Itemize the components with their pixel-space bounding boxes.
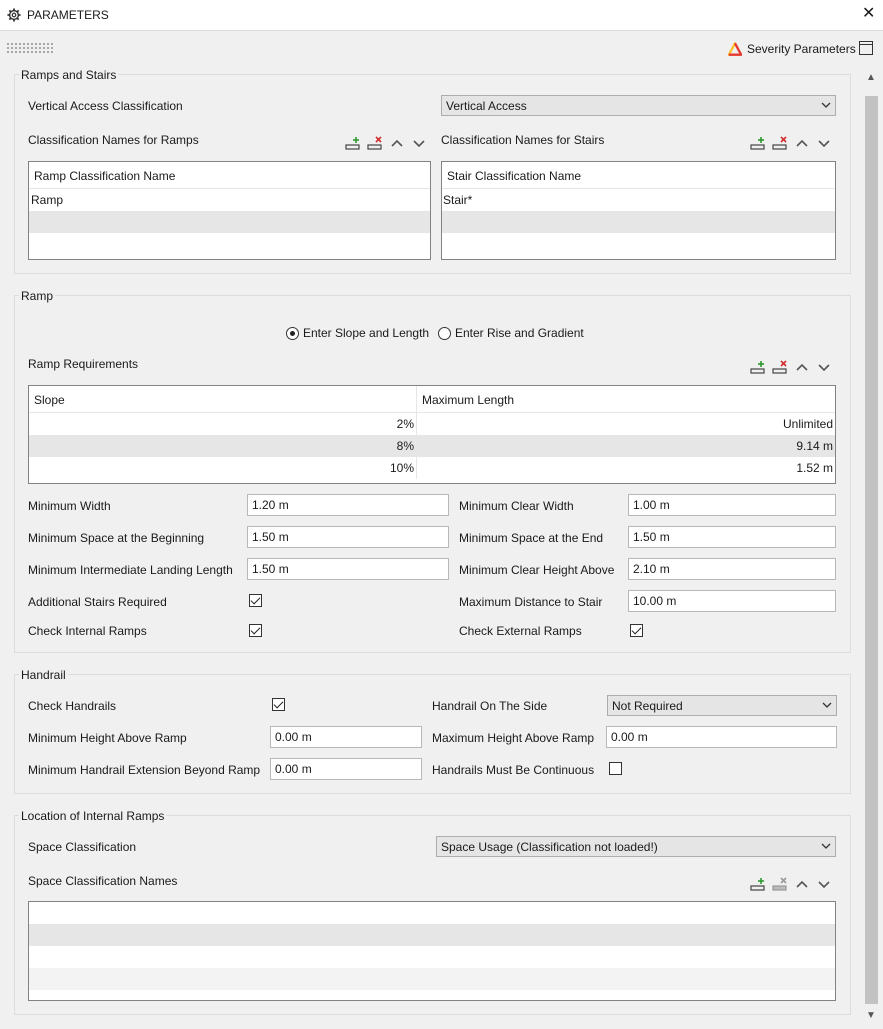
chevron-up-icon[interactable] <box>389 135 405 151</box>
table-row[interactable] <box>29 189 430 211</box>
chevron-up-icon[interactable] <box>794 359 810 375</box>
ramps-names-toolbar <box>345 135 427 151</box>
severity-parameters-button[interactable] <box>728 41 856 57</box>
chevron-down-icon[interactable] <box>816 876 832 892</box>
radio-rise-gradient-label[interactable]: Enter Rise and Gradient <box>455 326 584 340</box>
table-cell[interactable]: 8% <box>29 435 417 457</box>
check-internal-label: Check Internal Ramps <box>28 624 147 638</box>
check-external-label: Check External Ramps <box>459 624 582 638</box>
extension-label: Minimum Handrail Extension Beyond Ramp <box>28 763 261 777</box>
vertical-access-select[interactable] <box>441 95 836 116</box>
chevron-up-icon[interactable] <box>794 135 810 151</box>
table-row[interactable] <box>442 211 835 233</box>
table-cell[interactable] <box>29 211 430 233</box>
severity-parameters-label: Severity Parameters <box>747 42 856 56</box>
close-icon[interactable]: ✕ <box>862 5 876 22</box>
delete-row-icon[interactable] <box>772 135 788 151</box>
title-bar <box>0 0 883 31</box>
radio-slope-length[interactable] <box>286 327 299 340</box>
radio-slope-length-label[interactable]: Enter Slope and Length <box>303 326 430 340</box>
chevron-up-icon[interactable] <box>794 876 810 892</box>
continuous-checkbox[interactable] <box>609 762 622 775</box>
list-item[interactable] <box>29 968 835 990</box>
min-width-label: Minimum Width <box>28 499 111 513</box>
column-header[interactable]: Ramp Classification Name <box>34 169 176 183</box>
window-title: PARAMETERS <box>27 8 109 22</box>
check-external-checkbox[interactable] <box>630 624 643 637</box>
add-row-icon[interactable] <box>750 876 766 892</box>
table-cell[interactable]: Unlimited <box>782 417 833 431</box>
chevron-down-icon <box>821 841 831 851</box>
min-width-field[interactable]: 1.20 m <box>247 494 449 516</box>
table-cell[interactable]: 1.52 m <box>796 461 833 475</box>
table-header <box>442 162 835 189</box>
handrail-title: Handrail <box>21 668 66 682</box>
ramps-classification-table[interactable] <box>28 161 431 260</box>
table-cell[interactable]: 10% <box>29 457 417 479</box>
space-classification-select[interactable] <box>436 836 836 857</box>
space-classification-names-list[interactable] <box>28 901 836 1001</box>
list-item[interactable] <box>29 902 835 924</box>
add-row-icon[interactable] <box>345 135 361 151</box>
table-header <box>29 386 835 413</box>
space-names-toolbar <box>750 876 832 892</box>
gear-icon <box>7 8 21 22</box>
clear-height-field[interactable]: 2.10 m <box>628 558 836 580</box>
location-title: Location of Internal Ramps <box>21 809 165 823</box>
table-header <box>29 162 430 189</box>
max-distance-field[interactable]: 10.00 m <box>628 590 836 612</box>
vertical-scrollbar[interactable] <box>863 66 880 1026</box>
chevron-down-icon <box>821 100 831 110</box>
check-handrails-checkbox[interactable] <box>272 698 285 711</box>
space-begin-label: Minimum Space at the Beginning <box>28 531 205 545</box>
table-cell[interactable] <box>442 211 835 233</box>
table-row[interactable] <box>442 189 835 211</box>
ramps-names-label: Classification Names for Ramps <box>28 133 199 147</box>
space-end-label: Minimum Space at the End <box>459 531 604 545</box>
extension-field[interactable]: 0.00 m <box>270 758 422 780</box>
space-begin-field[interactable]: 1.50 m <box>247 526 449 548</box>
delete-row-icon[interactable] <box>772 359 788 375</box>
column-header-max-length[interactable]: Maximum Length <box>422 393 515 407</box>
max-distance-label: Maximum Distance to Stair <box>459 595 603 609</box>
handrail-side-value: Not Required <box>612 699 683 713</box>
stairs-classification-table[interactable] <box>441 161 836 260</box>
table-row[interactable] <box>29 413 835 435</box>
table-cell[interactable]: 9.14 m <box>796 439 833 453</box>
ramp-requirements-label: Ramp Requirements <box>28 357 139 371</box>
list-item[interactable] <box>29 946 835 968</box>
window-maximize-icon[interactable] <box>859 41 873 55</box>
min-clear-width-field[interactable]: 1.00 m <box>628 494 836 516</box>
space-end-field[interactable]: 1.50 m <box>628 526 836 548</box>
chevron-down-icon[interactable] <box>816 135 832 151</box>
handrail-side-select[interactable] <box>607 695 837 716</box>
min-height-field[interactable]: 0.00 m <box>270 726 422 748</box>
column-header-slope[interactable]: Slope <box>29 386 417 412</box>
ramp-title: Ramp <box>21 289 54 303</box>
additional-stairs-checkbox[interactable] <box>249 594 262 607</box>
table-row[interactable] <box>29 435 835 457</box>
scrollbar-thumb[interactable] <box>865 96 878 1004</box>
landing-length-field[interactable]: 1.50 m <box>247 558 449 580</box>
column-header[interactable]: Stair Classification Name <box>447 169 582 183</box>
ramp-requirements-toolbar <box>750 359 832 375</box>
table-row[interactable] <box>29 457 835 479</box>
clear-height-label: Minimum Clear Height Above <box>459 563 615 577</box>
vertical-access-value: Vertical Access <box>446 99 527 113</box>
vertical-access-label: Vertical Access Classification <box>28 99 183 113</box>
stairs-names-label: Classification Names for Stairs <box>441 133 605 147</box>
radio-rise-gradient[interactable] <box>438 327 451 340</box>
check-handrails-label: Check Handrails <box>28 699 117 713</box>
space-names-label: Space Classification Names <box>28 874 178 888</box>
space-classification-value: Space Usage (Classification not loaded!) <box>441 840 658 854</box>
table-cell[interactable]: Ramp <box>31 193 64 207</box>
table-cell[interactable]: Stair* <box>443 193 473 207</box>
chevron-down-icon[interactable] <box>816 359 832 375</box>
add-row-icon[interactable] <box>750 135 766 151</box>
max-height-label: Maximum Height Above Ramp <box>432 731 595 745</box>
table-cell[interactable]: 2% <box>29 413 417 435</box>
chevron-down-icon[interactable] <box>411 135 427 151</box>
ramp-requirements-table[interactable] <box>28 385 836 484</box>
list-item[interactable] <box>29 924 835 946</box>
space-classification-label: Space Classification <box>28 840 137 854</box>
additional-stairs-label: Additional Stairs Required <box>28 595 167 609</box>
continuous-label: Handrails Must Be Continuous <box>432 763 595 777</box>
ramps-stairs-title: Ramps and Stairs <box>21 68 117 82</box>
delete-row-icon[interactable] <box>367 135 383 151</box>
add-row-icon[interactable] <box>750 359 766 375</box>
handrail-side-label: Handrail On The Side <box>432 699 548 713</box>
min-height-label: Minimum Height Above Ramp <box>28 731 187 745</box>
table-row[interactable] <box>29 211 430 233</box>
drag-grip[interactable] <box>6 42 54 54</box>
min-clear-width-label: Minimum Clear Width <box>459 499 574 513</box>
landing-length-label: Minimum Intermediate Landing Length <box>28 563 233 577</box>
scroll-up-icon[interactable]: ▲ <box>866 72 876 83</box>
warning-triangle-icon <box>728 42 742 56</box>
chevron-down-icon <box>822 700 832 710</box>
stairs-names-toolbar <box>750 135 832 151</box>
check-internal-checkbox[interactable] <box>249 624 262 637</box>
delete-row-disabled-icon[interactable] <box>772 876 788 892</box>
max-height-field[interactable]: 0.00 m <box>606 726 837 748</box>
scroll-down-icon[interactable]: ▼ <box>866 1010 876 1021</box>
